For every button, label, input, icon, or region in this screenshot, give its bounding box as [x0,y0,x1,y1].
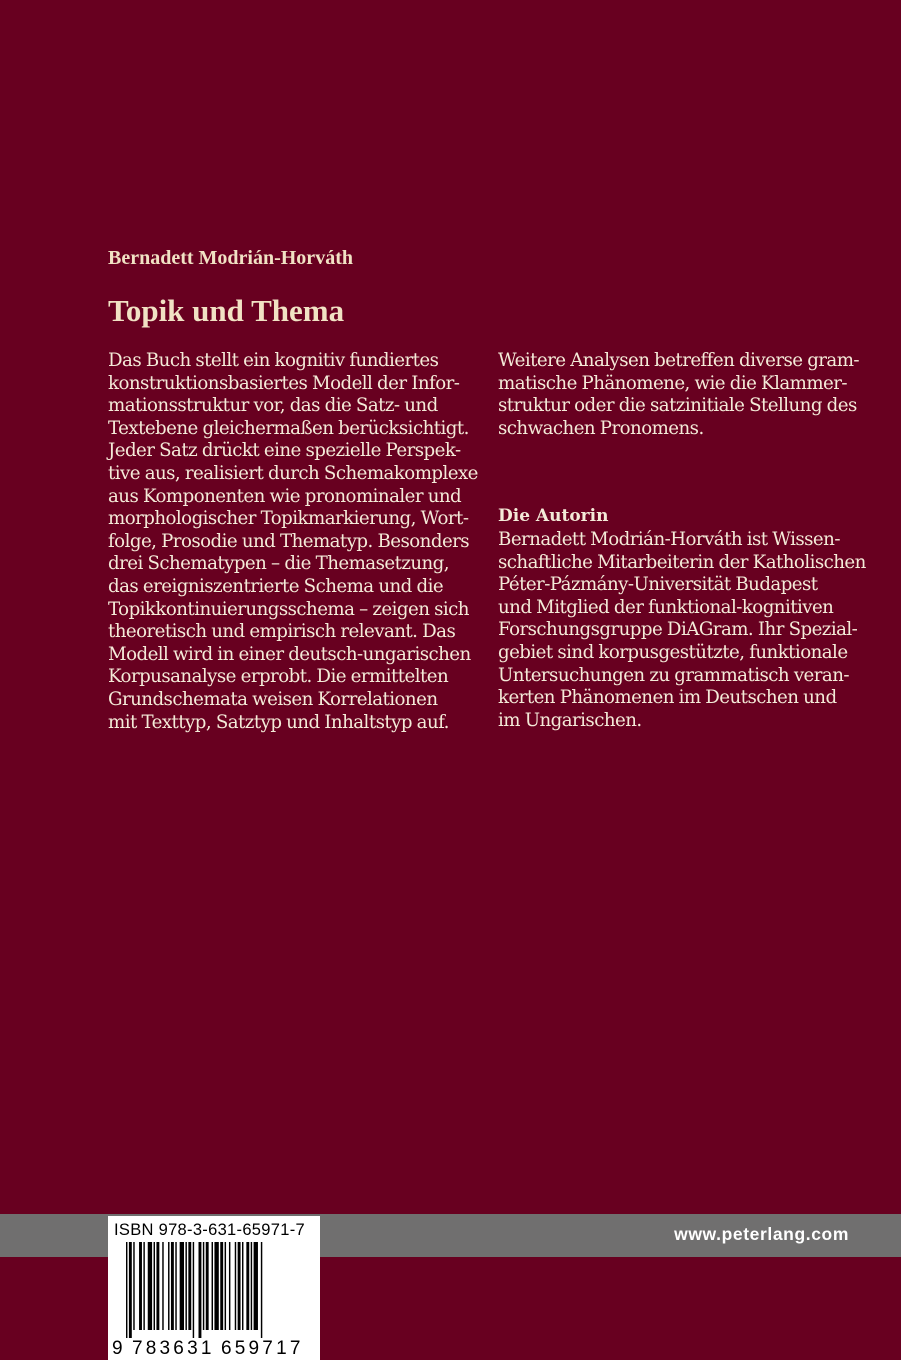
book-title: Topik und Thema [108,293,345,328]
barcode-bar [154,1242,155,1330]
text-line: tive aus, realisiert durch Schemakomplexe [108,462,478,484]
text-line: aus Komponenten wie pronominaler und [108,485,462,507]
text-line: drei Schematypen – die Themasetzung, [108,553,450,575]
barcode-bar [180,1242,184,1330]
barcode-bar [261,1242,262,1338]
barcode-bar [129,1242,132,1338]
barcode-bar [175,1242,176,1330]
barcode-bar [206,1242,209,1330]
barcode-bar [126,1242,127,1338]
text-line: matische Phänomene, wie die Klammer- [498,372,847,394]
barcode-bar [242,1242,243,1330]
text-line: Weitere Analysen betreffen diverse gram- [498,350,860,371]
text-line: Untersuchungen zu grammatisch veran- [498,664,849,686]
barcode-bar [238,1242,241,1330]
text-line: theoretisch und empirisch relevant. Das [108,621,456,643]
barcode-box [108,1216,320,1360]
barcode-bar [251,1242,252,1330]
text-line: das ereigniszentrierte Schema und die [108,575,444,597]
text-line: schwachen Pronomens. [498,417,704,439]
isbn-label: ISBN 978-3-631-65971-7 [114,1221,305,1239]
barcode-bar [225,1242,226,1330]
description-left-column [108,350,478,734]
text-line: Korpusanalyse erprobt. Die ermittelten [108,666,449,688]
text-line: konstruktionsbasiertes Modell der Infor- [108,372,460,394]
text-line: Bernadett Modrián-Horváth ist Wissen- [498,529,840,550]
text-line: Topikkontinuierungsschema – zeigen sich [108,598,469,620]
barcode-bar [220,1242,223,1330]
barcode-bar [212,1242,213,1330]
barcode-digit-group: 9 [112,1338,123,1359]
text-line: gebiet sind korpusgestützte, funktionale [498,641,848,663]
barcode-bar [133,1242,134,1330]
barcode-bar [171,1242,174,1330]
barcode-bar [188,1242,191,1330]
barcode-bar [139,1242,142,1330]
text-line: und Mitglied der funktional-kognitiven [498,596,834,618]
barcode-bar [214,1242,218,1330]
barcode-bar [235,1242,236,1330]
about-author-text [498,529,866,732]
text-line: Péter-Pázmány-Universität Budapest [498,574,818,596]
text-line: struktur oder die satzinitiale Stellung des [498,395,857,417]
barcode-bar [148,1242,152,1330]
barcode-bar [185,1242,186,1330]
text-line: Das Buch stellt ein kognitiv fundiertes [108,350,439,371]
text-line: kerten Phänomenen im Deutschen und [498,687,837,709]
barcode-bar [254,1242,258,1330]
barcode-bar [199,1242,202,1338]
publisher-website[interactable]: www.peterlang.com [674,1224,849,1244]
text-line: im Ungarischen. [498,709,642,731]
text-line: mationsstruktur vor, das die Satz- und [108,395,438,417]
barcode-bar [193,1242,194,1338]
text-line: morphologischer Topikmarkierung, Wort- [108,508,469,530]
barcode-bar [143,1242,144,1330]
text-line: Textebene gleichermaßen berücksichtigt. [108,417,469,439]
barcode-digit-group: 783631 [132,1338,215,1359]
barcode-bar [229,1242,230,1330]
barcode-bar [168,1242,169,1330]
barcode-bar [203,1242,204,1330]
text-line: mit Texttyp, Satztyp und Inhaltstyp auf. [108,711,449,733]
text-line: Grundschemata weisen Korrelationen [108,688,438,710]
barcode [108,1216,320,1360]
barcode-bar [162,1242,163,1330]
text-line: Forschungsgruppe DiAGram. Ihr Spezial- [498,619,858,641]
description-right-column [498,350,858,440]
barcode-bar [246,1242,249,1330]
text-line: Modell wird in einer deutsch-ungarischen [108,643,471,665]
barcode-digit-group: 659717 [221,1338,304,1359]
text-line: folge, Prosodie und Thematyp. Besonders [108,530,470,552]
text-line: schaftliche Mitarbeiterin der Katholischen [498,551,866,573]
barcode-bar [156,1242,159,1330]
text-line: Jeder Satz drückt eine spezielle Perspek- [108,440,461,462]
author-name: Bernadett Modrián-Horváth [108,247,353,269]
about-author-heading: Die Autorin [498,506,609,526]
